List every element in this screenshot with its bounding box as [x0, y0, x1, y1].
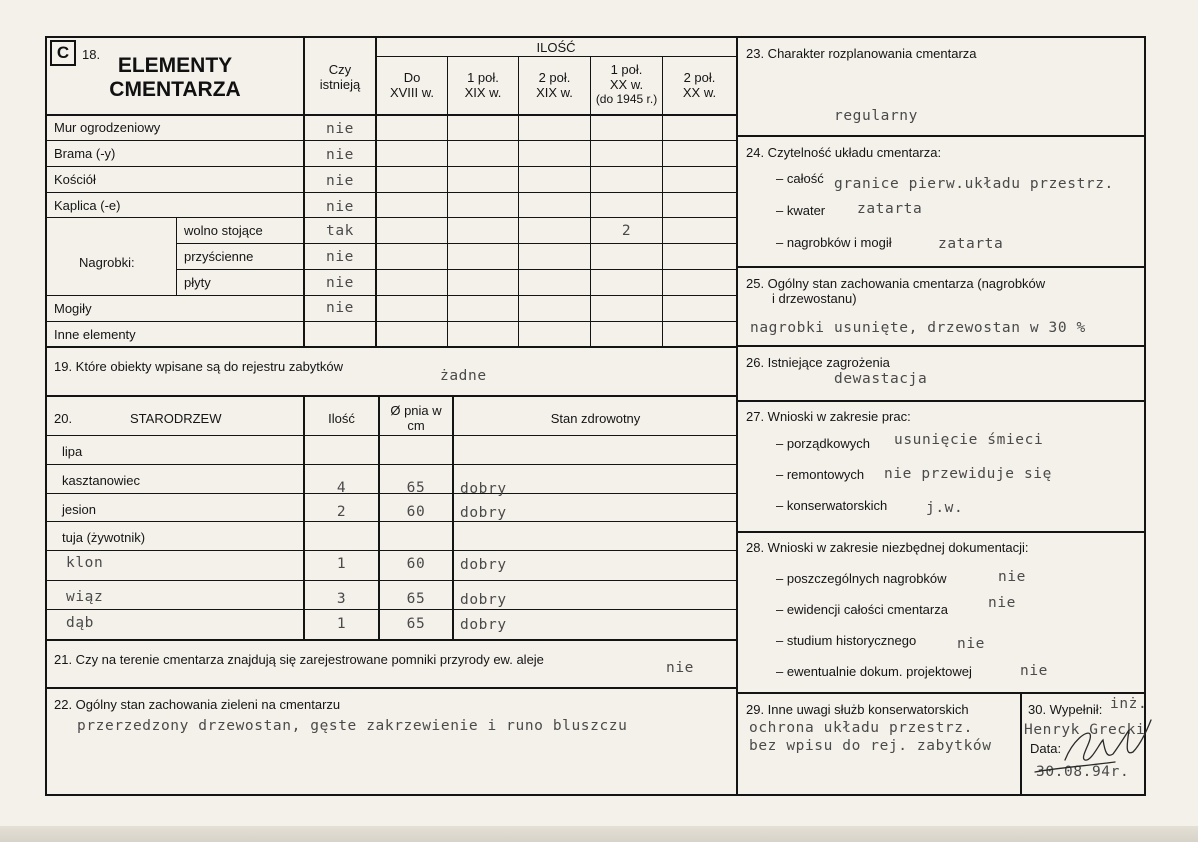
row-label: płyty	[184, 275, 211, 290]
section-title-line2: CMENTARZA	[109, 78, 241, 101]
period-line: XIX w.	[464, 85, 502, 100]
grid-line	[46, 166, 737, 167]
q30-name: Henryk Grecki	[1024, 722, 1146, 738]
tree-diameter: 60	[406, 556, 426, 572]
q28-item-label: – poszczególnych nagrobków	[776, 571, 947, 586]
tree-name: wiąz	[66, 589, 104, 605]
q19-value: żadne	[440, 368, 487, 384]
section-border	[46, 687, 737, 689]
period-line: 1 poł.	[610, 62, 643, 77]
period-3	[519, 70, 590, 100]
row-label: Mur ogrodzeniowy	[54, 120, 161, 135]
grid-line	[176, 269, 737, 270]
frame-right	[1144, 36, 1146, 796]
frame-left	[45, 36, 47, 796]
tree-name: klon	[66, 555, 104, 571]
q30-date-label: Data:	[1030, 741, 1062, 756]
q26-value: dewastacja	[834, 371, 928, 387]
tree-name: kasztanowiec	[62, 473, 141, 488]
tree-diameter: 65	[406, 480, 426, 496]
q29-value-line1: ochrona układu przestrz.	[749, 720, 973, 736]
grid-line	[176, 217, 177, 295]
period-line: Do	[403, 70, 421, 85]
q28-label: 28. Wnioski w zakresie niezbędnej dokumentacji:	[746, 540, 1029, 555]
grid-line	[46, 609, 737, 610]
section-border	[738, 266, 1145, 268]
q27-item-label: – konserwatorskich	[776, 498, 888, 513]
grid-line	[46, 295, 737, 296]
q28-item-value: nie	[957, 636, 985, 652]
tree-diameter: 60	[406, 504, 426, 520]
tree-health: dobry	[460, 557, 507, 573]
grid-line	[46, 192, 737, 193]
tree-count: 1	[336, 556, 347, 572]
row-label: Kaplica (-e)	[54, 198, 121, 213]
period-line: XX w.	[609, 77, 644, 92]
grid-line	[46, 217, 737, 218]
grid-line	[46, 140, 737, 141]
q24-item-value: zatarta	[938, 236, 1004, 252]
exists-value: nie	[326, 275, 354, 291]
q28-item-value: nie	[1020, 663, 1048, 679]
period-line: 2 poł.	[683, 70, 716, 85]
q30-title: inż.	[1110, 696, 1148, 712]
q30-date: 30.08.94r.	[1036, 764, 1130, 780]
q22-value: przerzedzony drzewostan, gęste zakrzewienie i runo bluszczu	[77, 718, 628, 734]
q21-value: nie	[666, 660, 694, 676]
q21-label: 21. Czy na terenie cmentarza znajdują się zarejestrowane pomniki przyrody ew. aleje	[54, 652, 544, 667]
period-1	[377, 70, 447, 100]
grid-line	[46, 114, 737, 116]
section-number: 18.	[82, 47, 101, 62]
q22-label: 22. Ogólny stan zachowania zieleni na cmentarzu	[54, 697, 341, 712]
q28-item-value: nie	[988, 595, 1016, 611]
tree-count: 3	[336, 591, 347, 607]
q28-item-label: – ewentualnie dokum. projektowej	[776, 664, 972, 679]
exists-value: nie	[326, 199, 354, 215]
period-2	[448, 70, 518, 100]
period-line: 1 poł.	[467, 70, 499, 85]
tree-name: dąb	[66, 615, 94, 631]
tree-diameter: 65	[406, 616, 426, 632]
period-4	[591, 62, 662, 107]
tree-count: 4	[336, 480, 347, 496]
col-exists-header: Czy istnieją	[319, 62, 361, 92]
trees-col-diameter: Ø pnia w cm	[390, 403, 442, 433]
grid-line	[46, 464, 737, 465]
tree-name: jesion	[62, 502, 96, 517]
grid-line	[46, 435, 737, 436]
grid-line	[46, 521, 737, 522]
grid-line	[46, 321, 737, 322]
signature	[995, 700, 1155, 790]
q24-item-label: – kwater	[776, 203, 826, 218]
q24-item-value: zatarta	[857, 201, 923, 217]
q28-item-value: nie	[998, 569, 1026, 585]
grid-line	[46, 580, 737, 581]
nagrobki-group-label: Nagrobki:	[79, 255, 135, 270]
q28-item-label: – ewidencji całości cmentarza	[776, 602, 948, 617]
section-border	[738, 345, 1145, 347]
exists-value: tak	[326, 223, 354, 239]
q29-value-line2: bez wpisu do rej. zabytków	[749, 738, 992, 754]
q24-label: 24. Czytelność układu cmentarza:	[746, 145, 942, 160]
grid-line	[452, 396, 454, 640]
exists-value: nie	[326, 300, 354, 316]
q27-item-value: usunięcie śmieci	[894, 432, 1044, 448]
frame-top	[45, 36, 1146, 38]
frame-bottom	[45, 794, 1146, 796]
section-border	[46, 395, 737, 397]
q23-label: 23. Charakter rozplanowania cmentarza	[746, 46, 977, 61]
row-label: Brama (-y)	[54, 146, 116, 161]
tree-diameter: 65	[406, 591, 426, 607]
section-title-line1: ELEMENTY	[117, 54, 233, 77]
period-line: XX w.	[682, 85, 717, 100]
row-label: Inne elementy	[54, 327, 136, 342]
q29-label: 29. Inne uwagi służb konserwatorskich	[746, 702, 969, 717]
trees-title: STARODRZEW	[130, 411, 222, 426]
trees-col-count: Ilość	[328, 411, 355, 426]
q25-label-1: 25. Ogólny stan zachowania cmentarza (nagrobków	[746, 276, 1046, 291]
q27-item-label: – porządkowych	[776, 436, 870, 451]
row-label: wolno stojące	[184, 223, 263, 238]
q28-item-label: – studium historycznego	[776, 633, 917, 648]
q25-value: nagrobki usunięte, drzewostan w 30 %	[750, 320, 1086, 336]
q23-value: regularny	[834, 108, 918, 124]
q19-label: 19. Które obiekty wpisane są do rejestru zabytków	[54, 359, 344, 374]
exists-value: nie	[326, 147, 354, 163]
exists-value: nie	[326, 121, 354, 137]
section-border	[46, 639, 737, 641]
tree-name: tuja (żywotnik)	[62, 530, 146, 545]
q27-item-value: nie przewiduje się	[884, 466, 1052, 482]
tree-health: dobry	[460, 592, 507, 608]
period-line: (do 1945 r.)	[595, 92, 658, 106]
q26-label: 26. Istniejące zagrożenia	[746, 355, 890, 370]
q30-label: 30. Wypełnił:	[1028, 702, 1103, 717]
q27-item-value: j.w.	[926, 500, 964, 516]
col-quantity-header: ILOŚĆ	[536, 40, 576, 55]
grid-line	[376, 56, 737, 57]
q24-item-value: granice pierw.układu przestrz.	[834, 176, 1114, 192]
grid-line	[46, 550, 737, 551]
tree-health: dobry	[460, 505, 507, 521]
section-border	[738, 400, 1145, 402]
exists-value: nie	[326, 173, 354, 189]
tree-name: lipa	[62, 444, 83, 459]
period-5	[663, 70, 736, 100]
section-border	[738, 531, 1145, 533]
tree-count: 1	[336, 616, 347, 632]
q27-item-label: – remontowych	[776, 467, 865, 482]
q25-label-2: i drzewostanu)	[772, 291, 857, 306]
exists-value: nie	[326, 249, 354, 265]
section-letter: C	[50, 40, 76, 66]
period-line: XVIII w.	[389, 85, 435, 100]
section-border	[738, 135, 1145, 137]
period-line: 2 poł.	[538, 70, 571, 85]
tree-health: dobry	[460, 481, 507, 497]
section-border	[738, 692, 1145, 694]
row-label: Kościół	[54, 172, 96, 187]
quantity-value: 2	[621, 223, 632, 239]
q27-label: 27. Wnioski w zakresie prac:	[746, 409, 911, 424]
row-label: przyścienne	[184, 249, 254, 264]
grid-line	[176, 243, 737, 244]
row-label: Mogiły	[54, 301, 92, 316]
q24-item-label: – całość	[776, 171, 824, 186]
section-border	[46, 346, 737, 348]
tree-health: dobry	[460, 617, 507, 633]
q24-item-label: – nagrobków i mogił	[776, 235, 892, 250]
period-line: XIX w.	[536, 85, 573, 100]
tree-count: 2	[336, 504, 347, 520]
trees-col-health: Stan zdrowotny	[550, 411, 641, 426]
trees-number: 20.	[54, 411, 73, 426]
